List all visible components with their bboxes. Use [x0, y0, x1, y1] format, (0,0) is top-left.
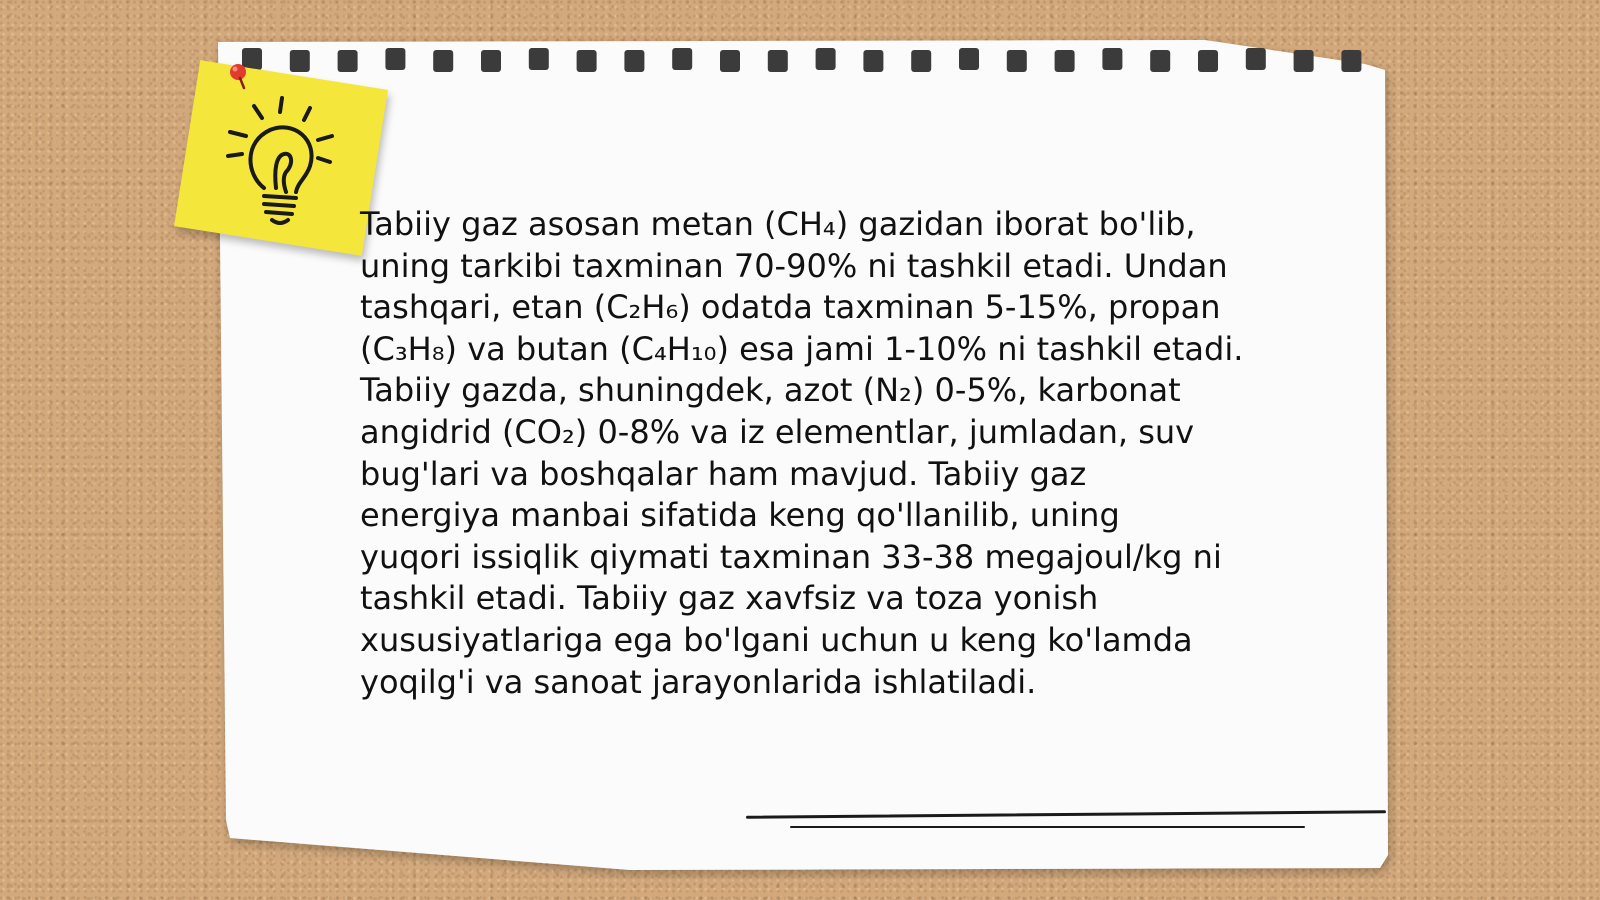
binder-hole — [1294, 50, 1314, 72]
binder-hole — [768, 50, 788, 72]
binder-hole — [1055, 50, 1075, 72]
binder-hole — [1341, 50, 1361, 72]
lightbulb-icon — [224, 92, 354, 232]
binder-hole — [863, 50, 883, 72]
binder-hole — [959, 48, 979, 70]
binder-hole — [481, 50, 501, 72]
binder-hole — [1198, 50, 1218, 72]
push-pin-icon — [228, 62, 252, 90]
binder-hole — [290, 50, 310, 72]
binder-hole — [1246, 48, 1266, 70]
note-body-text: Tabiiy gaz asosan metan (CH₄) gazidan iborat bo'lib, uning tarkibi taxminan 70-90% ni tashkil etadi. Undan tashqari, etan (C₂H₆) odatda taxminan 5-15%, propan (C₃H₈) va butan (C₄H₁₀) esa jami 1-10% ni tashkil etadi. Tabiiy gazda, shuningdek, azot (N₂) 0-5%, karbonat angidrid (CO₂) 0-8% va iz elementlar, jumladan, suv bug'lari va boshqalar ham mavjud. Tabiiy gaz energiya manbai sifatida keng qo'llanilib, uning yuqori issiqlik qiymati taxminan 33-38 megajoul/kg ni tashkil etadi. Tabiiy gaz xavfsiz va toza yonish xususiyatlariga ega bo'lgani uchun u keng ko'lamda yoqilg'i va sanoat jarayonlarida ishlatiladi. — [360, 205, 1244, 701]
binder-hole — [720, 50, 740, 72]
binder-hole — [672, 48, 692, 70]
binder-hole — [1102, 48, 1122, 70]
binder-hole — [577, 50, 597, 72]
signature-line-short — [790, 826, 1305, 828]
binder-hole — [529, 48, 549, 70]
binder-hole — [433, 50, 453, 72]
binder-hole — [1007, 50, 1027, 72]
binder-hole — [338, 50, 358, 72]
binder-hole — [911, 50, 931, 72]
binder-hole — [624, 50, 644, 72]
binder-hole — [1150, 50, 1170, 72]
binder-hole — [816, 48, 836, 70]
binder-hole — [385, 48, 405, 70]
